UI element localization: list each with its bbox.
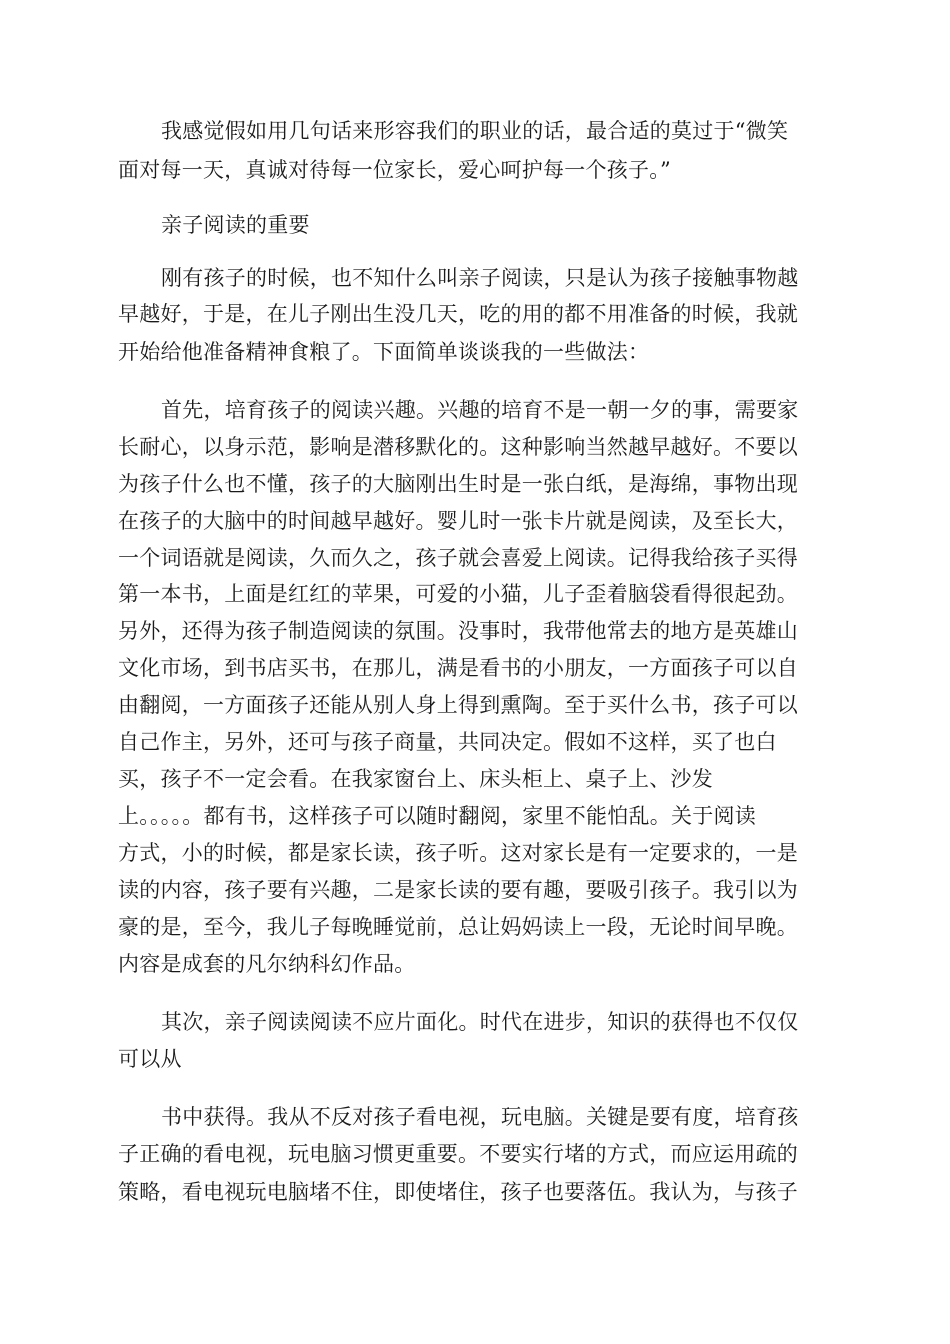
text-line: 开始给他准备精神食粮了。下面简单谈谈我的一些做法：: [118, 340, 650, 364]
text-line: 豪的是，至今，我儿子每晚睡觉前，总让妈妈读上一段，无论时间早晚。: [118, 915, 798, 939]
text-line: 书中获得。我从不反对孩子看电视，玩电脑。关键是要有度，培育孩: [161, 1105, 799, 1129]
text-line: 可以从: [118, 1047, 182, 1071]
text-line: 为孩子什么也不懂，孩子的大脑刚出生时是一张白纸，是海绵，事物出现: [118, 472, 798, 496]
text-line: 第一本书，上面是红红的苹果，可爱的小猫，儿子歪着脑袋看得很起劲。: [118, 582, 798, 606]
heading-text: 亲子阅读的重要: [161, 213, 310, 237]
text-line: 文化市场，到书店买书，在那儿，满是看书的小朋友，一方面孩子可以自: [118, 656, 798, 680]
text-line: 在孩子的大脑中的时间越早越好。婴儿时一张卡片就是阅读，及至长大，: [118, 509, 798, 533]
text-line: 面对每一天，真诚对待每一位家长，爱心呵护每一个孩子。”: [118, 158, 671, 182]
text-line: 由翻阅，一方面孩子还能从别人身上得到熏陶。至于买什么书，孩子可以: [118, 693, 798, 717]
text-line: 上。。。。。都有书，这样孩子可以随时翻阅，家里不能怕乱。关于阅读: [118, 804, 756, 828]
text-line: 另外，还得为孩子制造阅读的氛围。没事时，我带他常去的地方是英雄山: [118, 619, 798, 643]
text-line: 自己作主，另外，还可与孩子商量，共同决定。假如不这样，买了也白: [118, 730, 777, 754]
text-line: 买，孩子不一定会看。在我家窗台上、床头柜上、桌子上、沙发: [118, 767, 713, 791]
text-line: 内容是成套的凡尔纳科幻作品。: [118, 952, 416, 976]
text-line: 其次，亲子阅读阅读不应片面化。时代在进步，知识的获得也不仅仅: [161, 1010, 799, 1034]
text-line: 长耐心，以身示范，影响是潜移默化的。这种影响当然越早越好。不要以: [118, 435, 798, 459]
text-line: 一个词语就是阅读，久而久之，孩子就会喜爱上阅读。记得我给孩子买得: [118, 546, 798, 570]
text-line: 早越好，于是，在儿子刚出生没几天，吃的用的都不用准备的时候，我就: [118, 302, 798, 326]
text-line: 我感觉假如用几句话来形容我们的职业的话，最合适的莫过于“微笑: [161, 119, 789, 143]
text-line: 策略，看电视玩电脑堵不住，即使堵住，孩子也要落伍。我认为，与孩子: [118, 1180, 798, 1204]
text-line: 方式，小的时候，都是家长读，孩子听。这对家长是有一定要求的，一是: [118, 841, 798, 865]
text-line: 首先，培育孩子的阅读兴趣。兴趣的培育不是一朝一夕的事，需要家: [161, 398, 799, 422]
text-line: 刚有孩子的时候，也不知什么叫亲子阅读，只是认为孩子接触事物越: [161, 266, 799, 290]
text-line: 读的内容，孩子要有兴趣，二是家长读的要有趣，要吸引孩子。我引以为: [118, 878, 798, 902]
text-line: 子正确的看电视，玩电脑习惯更重要。不要实行堵的方式，而应运用疏的: [118, 1142, 798, 1166]
